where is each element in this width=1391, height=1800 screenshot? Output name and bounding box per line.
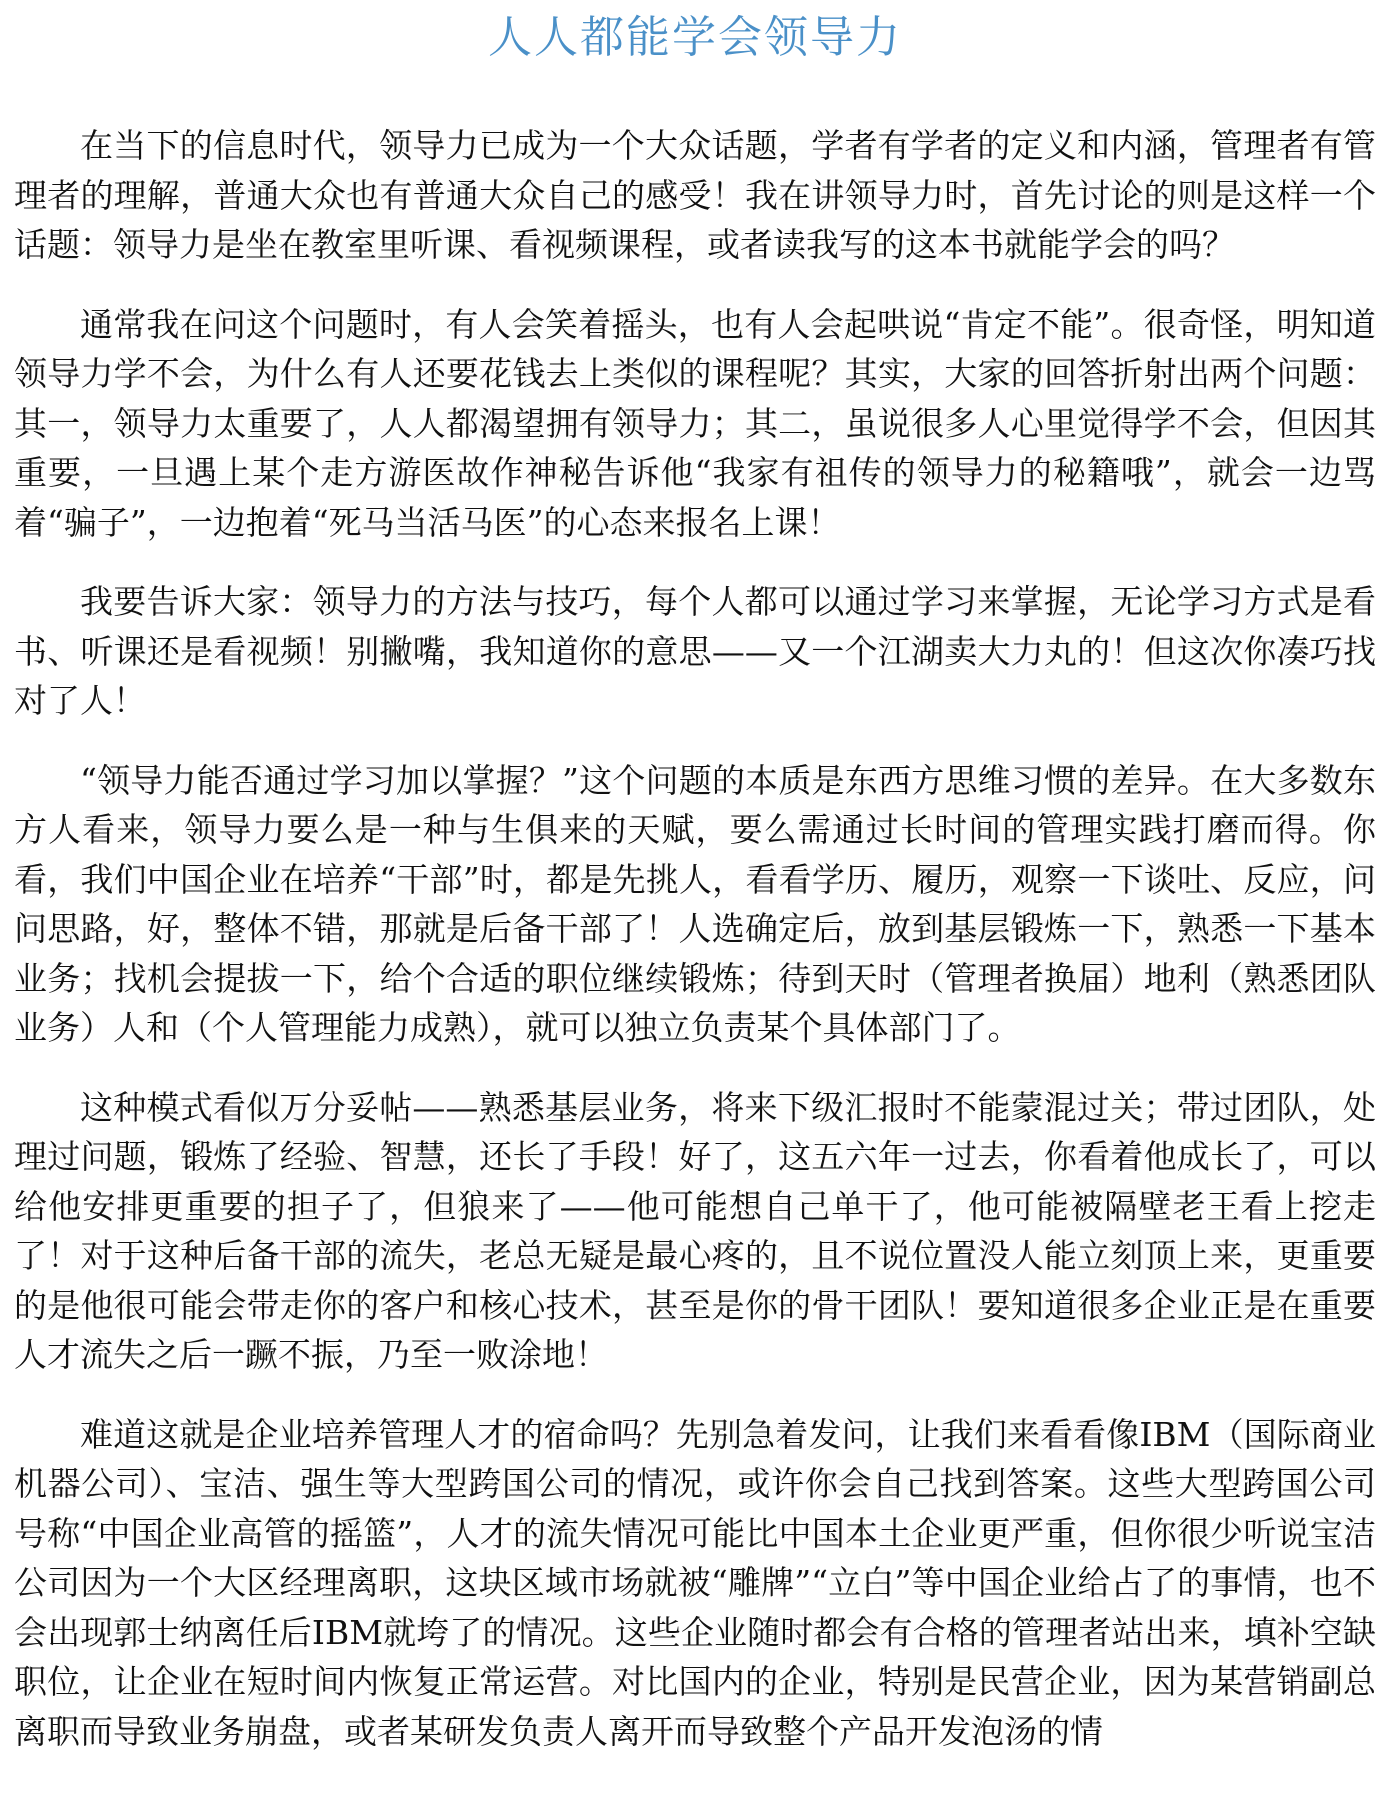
paragraph-5: 这种模式看似万分妥帖——熟悉基层业务，将来下级汇报时不能蒙混过关；带过团队，处理过问题，锻炼了经验、智慧，还长了手段！好了，这五六年一过去，你看着他成长了，可以给他安排更重要的担子了，但狼来了——他可能想自己单干了，他可能被隔壁老王看上挖走了！对于这种后备干部的流失，老总无疑是最心疼的，且不说位置没人能立刻顶上来，更重要的是他很可能会带走你的客户和核心技术，甚至是你的骨干团队！要知道很多企业正是在重要人才流失之后一蹶不振，乃至一败涂地！ [14,1087,1376,1374]
article-body [14,121,1376,1756]
paragraph-2: 通常我在问这个问题时，有人会笑着摇头，也有人会起哄说“肯定不能”。很奇怪，明知道领导力学不会，为什么有人还要花钱去上类似的课程呢？其实，大家的回答折射出两个问题：其一，领导力太重要了，人人都渴望拥有领导力；其二，虽说很多人心里觉得学不会，但因其重要，一旦遇上某个走方游医故作神秘告诉他“我家有祖传的领导力的秘籍哦”，就会一边骂着“骗子”，一边抱着“死马当活马医”的心态来报名上课！ [14,304,1376,542]
paragraph-3: 我要告诉大家：领导力的方法与技巧，每个人都可以通过学习来掌握，无论学习方式是看书、听课还是看视频！别撇嘴，我知道你的意思——又一个江湖卖大力丸的！但这次你凑巧找对了人！ [14,582,1376,720]
paragraph-4: “领导力能否通过学习加以掌握？”这个问题的本质是东西方思维习惯的差异。在大多数东方人看来，领导力要么是一种与生俱来的天赋，要么需通过长时间的管理实践打磨而得。你看，我们中国企业在培养“干部”时，都是先挑人，看看学历、履历，观察一下谈吐、反应，问问思路，好，整体不错，那就是后备干部了！人选确定后，放到基层锻炼一下，熟悉一下基本业务；找机会提拔一下，给个合适的职位继续锻炼；待到天时（管理者换届）地利（熟悉团队业务）人和（个人管理能力成熟），就可以独立负责某个具体部门了。 [14,760,1376,1047]
document-page [14,0,1376,1800]
paragraph-1: 在当下的信息时代，领导力已成为一个大众话题，学者有学者的定义和内涵，管理者有管理者的理解，普通大众也有普通大众自己的感受！我在讲领导力时，首先讨论的则是这样一个话题：领导力是坐在教室里听课、看视频课程，或者读我写的这本书就能学会的吗？ [14,126,1376,264]
page-title: 人人都能学会领导力 [488,12,902,63]
paragraph-6: 难道这就是企业培养管理人才的宿命吗？先别急着发问，让我们来看看像IBM（国际商业机器公司）、宝洁、强生等大型跨国公司的情况，或许你会自己找到答案。这些大型跨国公司号称“中国企业高管的摇篮”，人才的流失情况可能比中国本土企业更严重，但你很少听说宝洁公司因为一个大区经理离职，这块区域市场就被“雕牌”“立白”等中国企业给占了的事情，也不会出现郭士纳离任后IBM就垮了的情况。这些企业随时都会有合格的管理者站出来，填补空缺职位，让企业在短时间内恢复正常运营。对比国内的企业，特别是民营企业，因为某营销副总离职而导致业务崩盘，或者某研发负责人离开而导致整个产品开发泡汤的情 [14,1414,1376,1751]
